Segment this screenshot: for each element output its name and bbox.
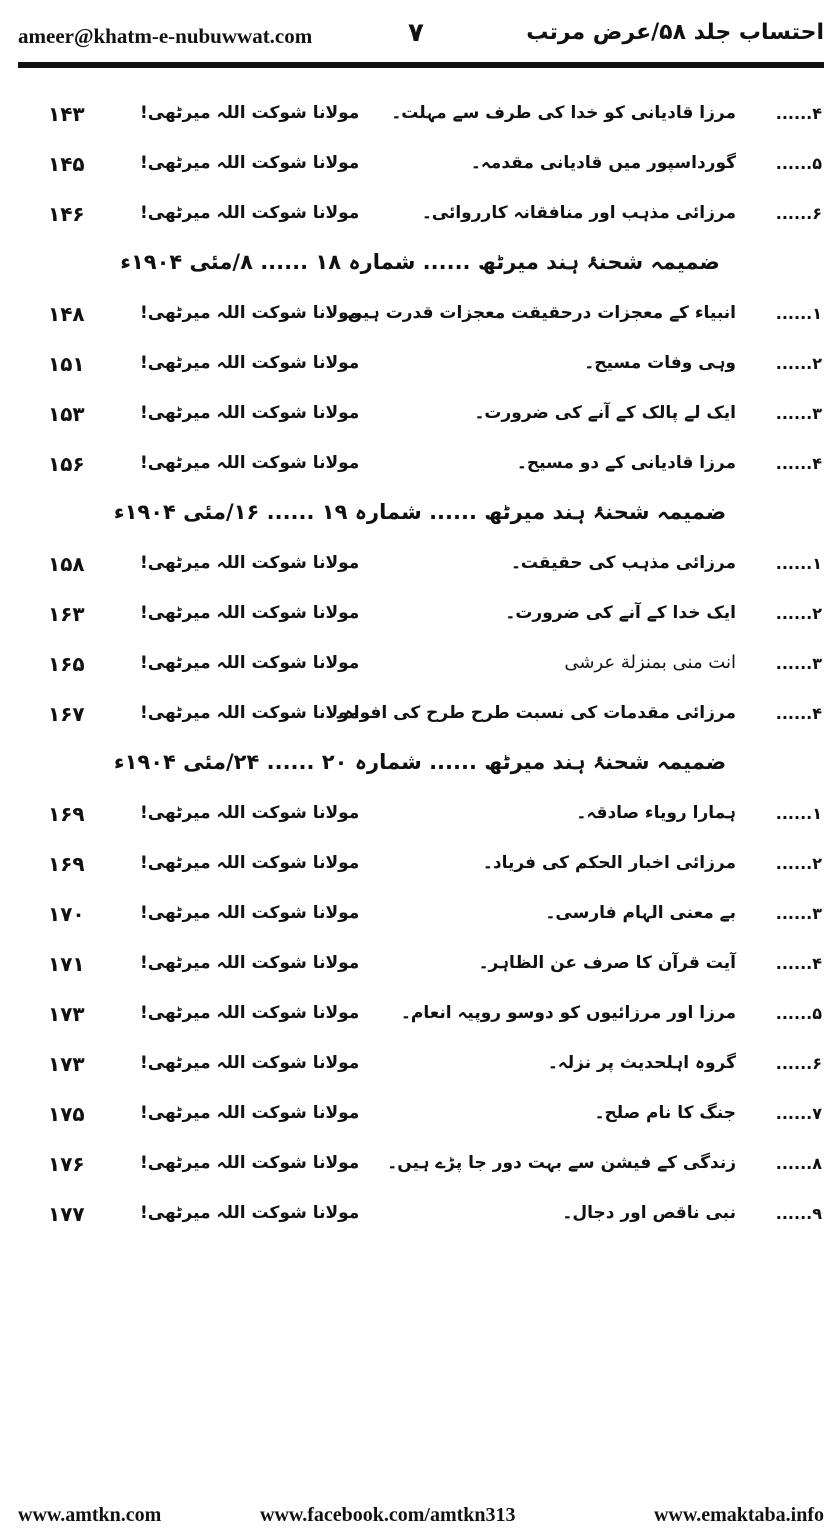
toc-item-number: ۴...... (775, 104, 822, 123)
toc-item-number: ۵...... (775, 1004, 822, 1023)
toc-page-number: ۱۶۳ (48, 602, 85, 626)
toc-author: مولانا شوکت اللہ میرٹھی! (140, 553, 360, 573)
toc-title: بے معنی الہام فارسی۔ (545, 903, 736, 923)
toc-row[interactable] (0, 542, 840, 592)
header-rule (18, 62, 824, 68)
toc-title: وہی وفات مسیح۔ (584, 353, 736, 373)
toc-row[interactable] (0, 442, 840, 492)
toc-row[interactable] (0, 292, 840, 342)
toc-page-number: ۱۴۳ (48, 102, 85, 126)
toc-author: مولانا شوکت اللہ میرٹھی! (140, 603, 360, 623)
toc-item-number: ۷...... (775, 1104, 822, 1123)
toc-title: جنگ کا نام صلح۔ (594, 1103, 736, 1123)
toc-page-number: ۱۴۶ (48, 202, 85, 226)
toc-author: مولانا شوکت اللہ میرٹھی! (140, 653, 360, 673)
toc-page-number: ۱۵۶ (48, 452, 85, 476)
toc-page-number: ۱۷۳ (48, 1052, 85, 1076)
toc-author: مولانا شوکت اللہ میرٹھی! (140, 403, 360, 423)
toc-author: مولانا شوکت اللہ میرٹھی! (140, 1203, 360, 1223)
toc-item-number: ۲...... (775, 354, 822, 373)
toc-title: مرزائی مذہب کی حقیقت۔ (510, 553, 736, 573)
toc-item-number: ۳...... (775, 904, 822, 923)
toc-author: مولانا شوکت اللہ میرٹھی! (140, 1003, 360, 1023)
toc-title: مرزائی اخبار الحکم کی فریاد۔ (482, 853, 736, 873)
toc-author: مولانا شوکت اللہ میرٹھی! (140, 953, 360, 973)
page-header (18, 14, 824, 60)
toc-title: مرزا قادیانی کے دو مسیح۔ (516, 453, 736, 473)
toc-title: مرزائی مقدمات کی نسبت طرح طرح کی افواہ۔ (333, 703, 736, 723)
toc-row[interactable] (0, 942, 840, 992)
toc-row[interactable] (0, 1042, 840, 1092)
toc-item-number: ۵...... (775, 154, 822, 173)
toc-title: گورداسپور میں قادیانی مقدمہ۔ (470, 153, 736, 173)
toc-item-number: ۱...... (775, 804, 822, 823)
toc-author: مولانا شوکت اللہ میرٹھی! (140, 203, 360, 223)
footer-link-emaktaba[interactable]: www.emaktaba.info (653, 1504, 824, 1526)
toc-item-number: ۴...... (775, 704, 822, 723)
section-heading (0, 242, 840, 292)
page-footer (18, 1504, 824, 1532)
toc-row[interactable] (0, 792, 840, 842)
toc-title: گروہ اہلحدیث پر نزلہ۔ (547, 1053, 736, 1073)
toc-row[interactable] (0, 92, 840, 142)
toc-page-number: ۱۷۶ (48, 1152, 85, 1176)
toc-author: مولانا شوکت اللہ میرٹھی! (140, 903, 360, 923)
toc-item-number: ۲...... (775, 604, 822, 623)
toc-title: مرزا اور مرزائیوں کو دوسو روپیہ انعام۔ (400, 1003, 736, 1023)
toc-title: نبی ناقص اور دجال۔ (562, 1203, 736, 1223)
toc-row[interactable] (0, 992, 840, 1042)
toc-title: مرزا قادیانی کو خدا کی طرف سے مہلت۔ (391, 103, 736, 123)
toc-page-number: ۱۷۷ (48, 1202, 85, 1226)
toc-row[interactable] (0, 192, 840, 242)
toc-page-number: ۱۷۱ (48, 952, 85, 976)
toc-author: مولانا شوکت اللہ میرٹھی! (140, 103, 360, 123)
toc-page-number: ۱۷۵ (48, 1102, 85, 1126)
toc-item-number: ۸...... (775, 1154, 822, 1173)
section-heading-text: ضمیمہ شحنۂ ہند میرٹھ ...... شمارہ ۱۹ ...... ۱۶/مئی ۱۹۰۴ء (113, 500, 727, 524)
toc-page-number: ۱۷۰ (48, 902, 85, 926)
toc-author: مولانا شوکت اللہ میرٹھی! (140, 703, 360, 723)
toc-author: مولانا شوکت اللہ میرٹھی! (140, 303, 360, 323)
contents-list (0, 92, 840, 1242)
header-email[interactable]: ameer@khatm-e-nubuwwat.com (18, 24, 313, 48)
toc-author: مولانا شوکت اللہ میرٹھی! (140, 1153, 360, 1173)
toc-item-number: ۴...... (775, 454, 822, 473)
toc-item-number: ۳...... (775, 654, 822, 673)
toc-title: ایک لے پالک کے آنے کی ضرورت۔ (474, 403, 736, 423)
toc-author: مولانا شوکت اللہ میرٹھی! (140, 853, 360, 873)
toc-item-number: ۶...... (775, 204, 822, 223)
page-number: ۷ (408, 18, 424, 48)
toc-row[interactable] (0, 1192, 840, 1242)
toc-item-number: ۳...... (775, 404, 822, 423)
toc-author: مولانا شوکت اللہ میرٹھی! (140, 153, 360, 173)
toc-item-number: ۴...... (775, 954, 822, 973)
toc-row[interactable] (0, 642, 840, 692)
toc-item-number: ۱...... (775, 554, 822, 573)
toc-title: آیت قرآن کا صرف عن الظاہر۔ (478, 953, 736, 973)
book-title: احتساب جلد ۵۸/عرض مرتب (526, 20, 824, 45)
toc-item-number: ۹...... (775, 1204, 822, 1223)
toc-title: زندگی کے فیشن سے بہت دور جا پڑے ہیں۔ (387, 1153, 736, 1173)
toc-row[interactable] (0, 1142, 840, 1192)
toc-row[interactable] (0, 892, 840, 942)
footer-link-amtkn[interactable]: www.amtkn.com (18, 1504, 162, 1526)
section-heading-text: ضمیمہ شحنۂ ہند میرٹھ ...... شمارہ ۲۰ ...... ۲۴/مئی ۱۹۰۴ء (113, 750, 727, 774)
toc-row[interactable] (0, 692, 840, 742)
toc-item-number: ۶...... (775, 1054, 822, 1073)
toc-title: مرزائی مذہب اور منافقانہ کارروائی۔ (421, 203, 736, 223)
toc-author: مولانا شوکت اللہ میرٹھی! (140, 1053, 360, 1073)
footer-link-facebook[interactable]: www.facebook.com/amtkn313 (260, 1504, 516, 1526)
toc-page-number: ۱۴۸ (48, 302, 85, 326)
toc-title: ایک خدا کے آنے کی ضرورت۔ (505, 603, 736, 623)
toc-title: انبیاء کے معجزات درحقیقت معجزات قدرت ہیں۔ (337, 303, 736, 323)
toc-item-number: ۲...... (775, 854, 822, 873)
toc-author: مولانا شوکت اللہ میرٹھی! (140, 353, 360, 373)
toc-author: مولانا شوکت اللہ میرٹھی! (140, 803, 360, 823)
section-heading (0, 492, 840, 542)
toc-page-number: ۱۶۷ (48, 702, 85, 726)
toc-page-number: ۱۶۵ (48, 652, 85, 676)
toc-page-number: ۱۵۸ (48, 552, 85, 576)
toc-author: مولانا شوکت اللہ میرٹھی! (140, 1103, 360, 1123)
toc-page-number: ۱۷۳ (48, 1002, 85, 1026)
toc-page-number: ۱۶۹ (48, 802, 85, 826)
toc-row[interactable] (0, 592, 840, 642)
toc-page-number: ۱۶۹ (48, 852, 85, 876)
toc-row[interactable] (0, 142, 840, 192)
toc-row[interactable] (0, 342, 840, 392)
toc-page-number: ۱۵۳ (48, 402, 85, 426)
toc-row[interactable] (0, 1092, 840, 1142)
toc-row[interactable] (0, 392, 840, 442)
toc-item-number: ۱...... (775, 304, 822, 323)
toc-title: ہمارا رویاء صادقہ۔ (576, 803, 736, 823)
toc-author: مولانا شوکت اللہ میرٹھی! (140, 453, 360, 473)
section-heading-text: ضمیمہ شحنۂ ہند میرٹھ ...... شمارہ ۱۸ ...... ۸/مئی ۱۹۰۴ء (120, 250, 720, 274)
toc-row[interactable] (0, 842, 840, 892)
section-heading (0, 742, 840, 792)
toc-page-number: ۱۴۵ (48, 152, 85, 176)
toc-page-number: ۱۵۱ (48, 352, 85, 376)
toc-title: انت منی بمنزلة عرشی (564, 652, 736, 673)
